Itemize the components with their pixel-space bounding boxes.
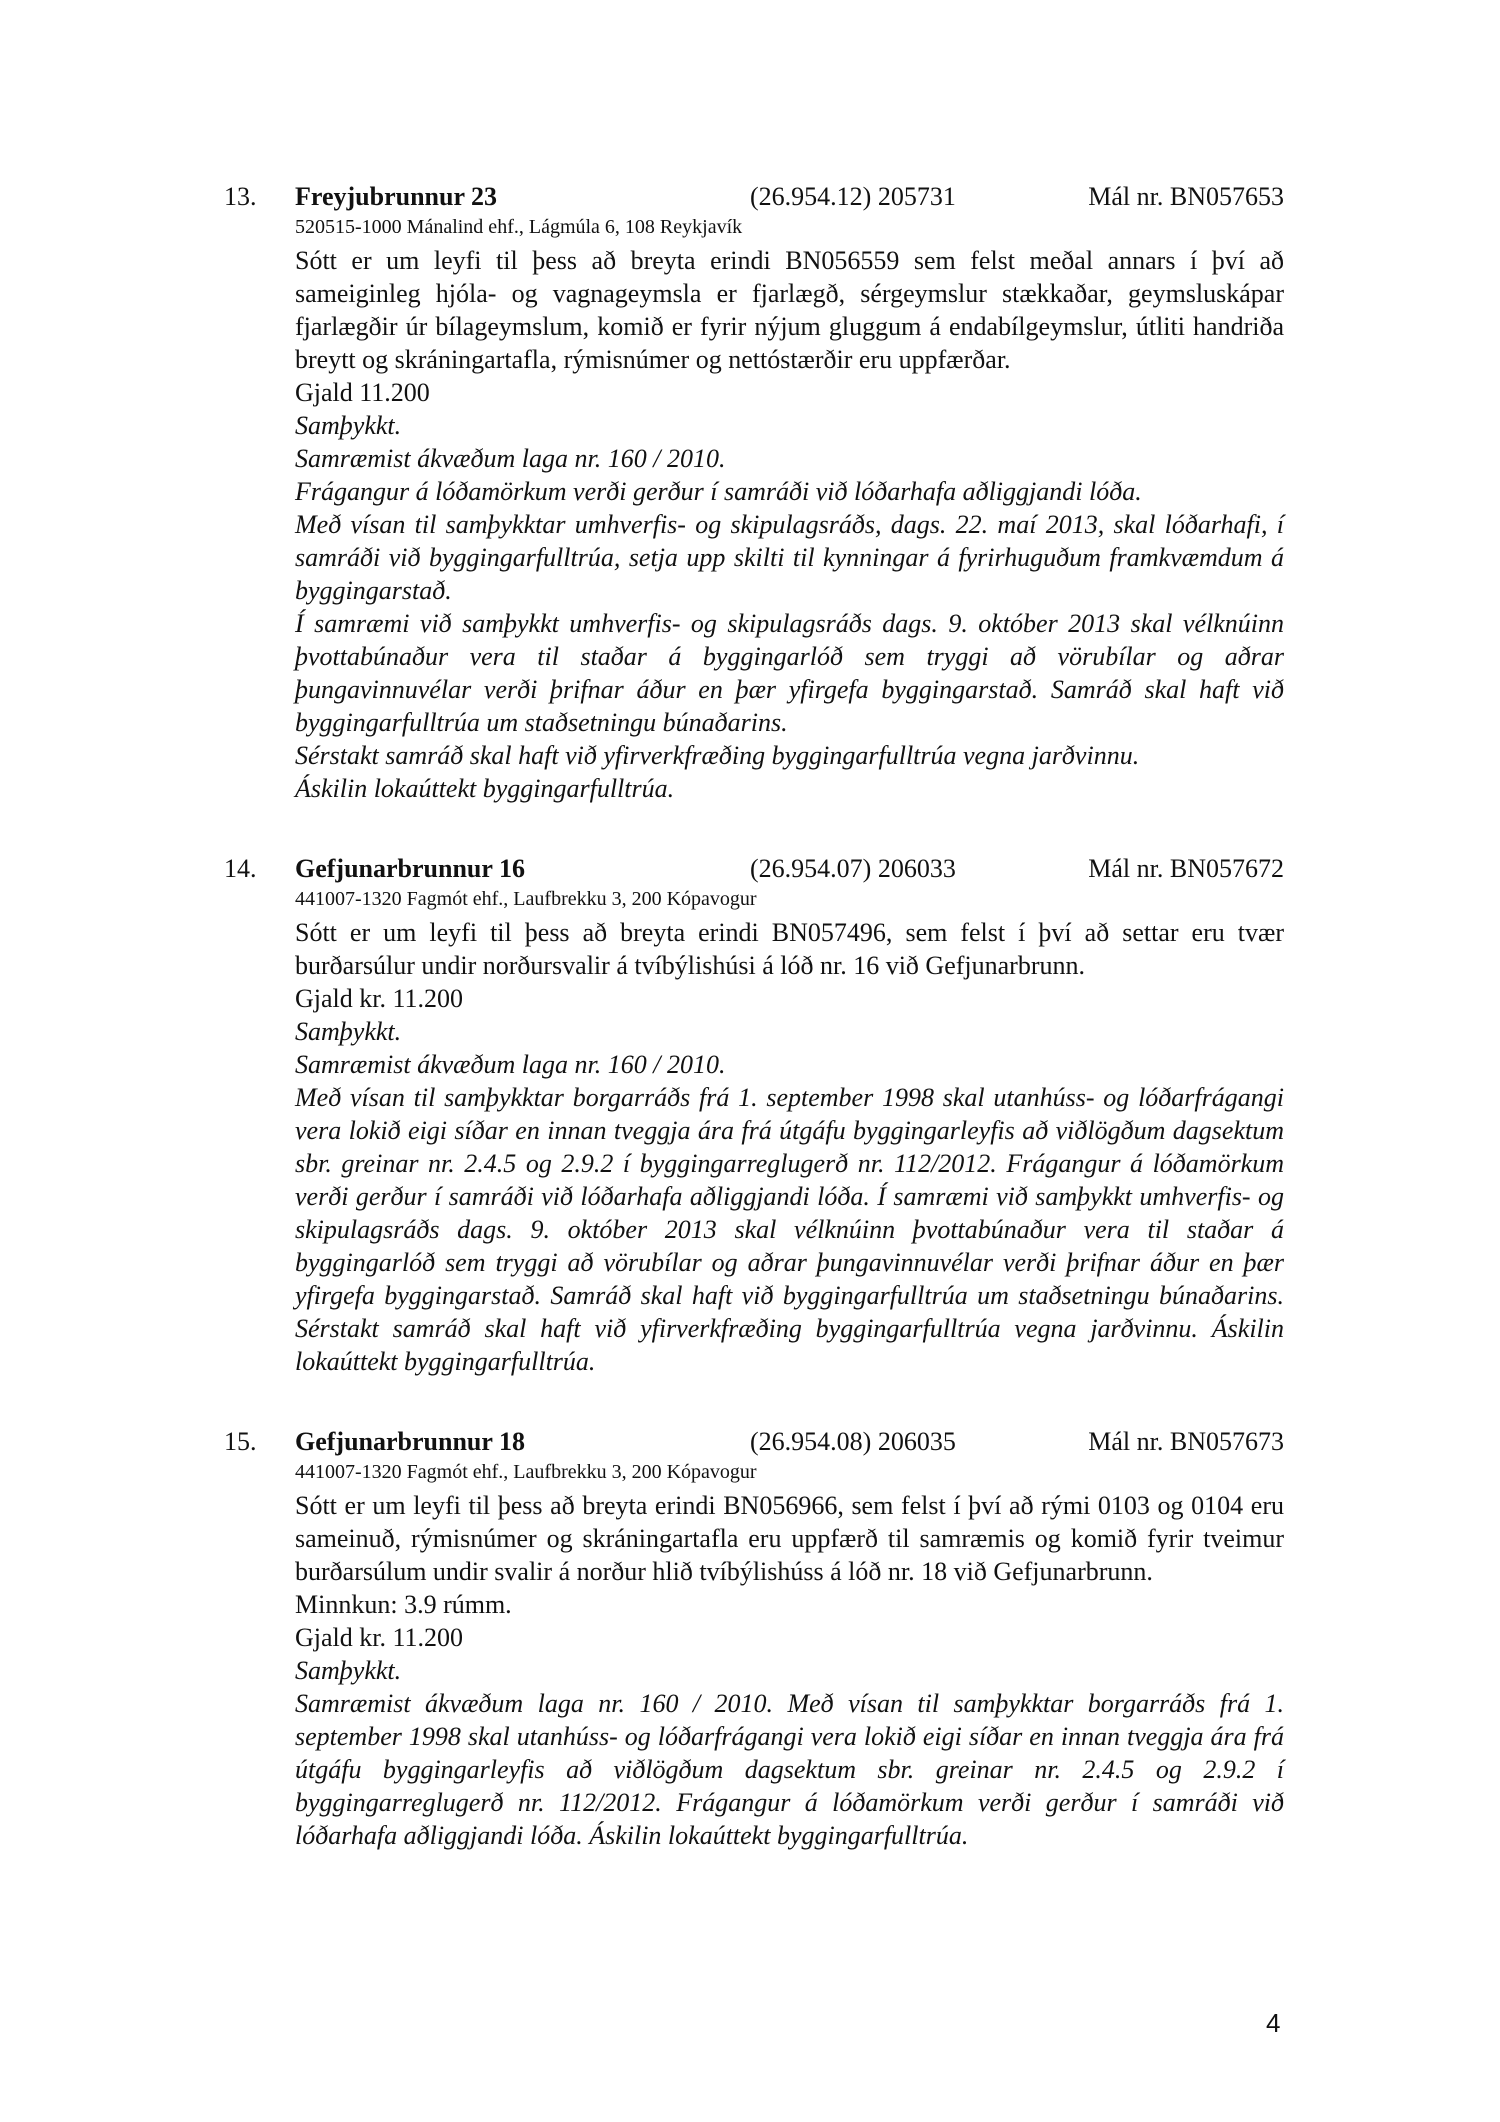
entry-paragraph: Sérstakt samráð skal haft við yfirverkfræðing byggingarfulltrúa vegna jarðvinnu. (295, 741, 1140, 770)
entry-case-number: Mál nr. BN057672 (1088, 854, 1284, 883)
entry-reference: (26.954.12) 205731 (750, 182, 956, 211)
entry-address: Freyjubrunnur 23 (295, 182, 498, 211)
entry-paragraph: Með vísan til samþykktar borgarráðs frá 1. september 1998 skal utanhúss- og lóðarfrágangi vera lokið eigi síðar en innan tveggja ára frá útgáfu byggingarleyfis að viðlögðum dagsektum sbr. greinar nr. 2.4.5 og 2.9.2 í byggingarreglugerð nr. 112/2012. Frágangur á lóðamörkum verði gerður í samráði við lóðarhafa aðliggjandi lóða. Í samræmi við samþykkt umhverfis- og skipulagsráðs dags. 9. október 2013 skal vélknúinn þvottabúnaður vera til staðar á byggingarlóð sem tryggi að vörubílar og aðrar þungavinnuvélar verði þrifnar áður en þær yfirgefa byggingarstað. Samráð skal haft við byggingarfulltrúa um staðsetningu búnaðarins. Sérstakt samráð skal haft við yfirverkfræðing byggingarfulltrúa vegna jarðvinnu. Áskilin lokaúttekt byggingarfulltrúa. (295, 1083, 1284, 1376)
entry-paragraph: Með vísan til samþykktar umhverfis- og skipulagsráðs, dags. 22. maí 2013, skal lóðarhafi, í samráði við byggingarfulltrúa, setja upp skilti til kynningar á fyrirhuguðum framkvæmdum á byggingarstað. (295, 510, 1284, 605)
entry-owner: 441007-1320 Fagmót ehf., Laufbrekku 3, 200 Kópavogur (295, 1461, 757, 1483)
entry-paragraph: Samræmist ákvæðum laga nr. 160 / 2010. (295, 444, 726, 473)
entry-paragraph: Samþykkt. (295, 1656, 402, 1685)
entry-paragraph: Samræmist ákvæðum laga nr. 160 / 2010. Með vísan til samþykktar borgarráðs frá 1. september 1998 skal utanhúss- og lóðarfrágangi vera lokið eigi síðar en innan tveggja ára frá útgáfu byggingarleyfis að viðlögðum dagsektum sbr. greinar nr. 2.4.5 og 2.9.2 í byggingarreglugerð nr. 112/2012. Frágangur á lóðamörkum verði gerður í samráði við lóðarhafa aðliggjandi lóða. Áskilin lokaúttekt byggingarfulltrúa. (295, 1689, 1284, 1850)
entry-paragraph: Minnkun: 3.9 rúmm. (295, 1590, 512, 1619)
entry-case-number: Mál nr. BN057673 (1088, 1427, 1284, 1456)
entry-address: Gefjunarbrunnur 18 (295, 1427, 525, 1456)
entry-paragraph: Samþykkt. (295, 411, 402, 440)
entry-paragraph: Gjald kr. 11.200 (295, 984, 464, 1013)
entry-number: 14. (224, 854, 257, 883)
entry-reference: (26.954.07) 206033 (750, 854, 956, 883)
entry-paragraph: Samþykkt. (295, 1017, 402, 1046)
entry-paragraph: Áskilin lokaúttekt byggingarfulltrúa. (295, 774, 675, 803)
entry-paragraph: Sótt er um leyfi til þess að breyta erindi BN056966, sem felst í því að rými 0103 og 0104 eru sameinuð, rýmisnúmer og skráningartafla eru uppfærð til samræmis og komið fyrir tveimur burðarsúlum undir svalir á norður hlið tvíbýlishúss á lóð nr. 18 við Gefjunarbrunn. (295, 1491, 1284, 1586)
entry-paragraph: Sótt er um leyfi til þess að breyta erindi BN056559 sem felst meðal annars í því að sameiginleg hjóla- og vagnageymsla er fjarlægð, sérgeymslur stækkaðar, geymsluskápar fjarlægðir úr bílageymslum, komið er fyrir nýjum gluggum á endabílgeymslur, útliti handriða breytt og skráningartafla, rýmisnúmer og nettóstærðir eru uppfærðar. (295, 246, 1284, 374)
entry-number: 13. (224, 182, 257, 211)
entry-paragraph: Frágangur á lóðamörkum verði gerður í samráði við lóðarhafa aðliggjandi lóða. (295, 477, 1142, 506)
entry-body (295, 1489, 1284, 1852)
entry-number: 15. (224, 1427, 257, 1456)
entry-paragraph: Gjald 11.200 (295, 378, 430, 407)
entry-paragraph: Sótt er um leyfi til þess að breyta erindi BN057496, sem felst í því að settar eru tvær burðarsúlur undir norðursvalir á tvíbýlishúsi á lóð nr. 16 við Gefjunarbrunn. (295, 918, 1284, 980)
entry-reference: (26.954.08) 206035 (750, 1427, 956, 1456)
entry-owner: 520515-1000 Mánalind ehf., Lágmúla 6, 108 Reykjavík (295, 216, 743, 238)
page-number: 4 (1266, 2008, 1281, 2038)
entry-address: Gefjunarbrunnur 16 (295, 854, 525, 883)
entry-paragraph: Í samræmi við samþykkt umhverfis- og skipulagsráðs dags. 9. október 2013 skal vélknúinn þvottabúnaður vera til staðar á byggingarlóð sem tryggi að vörubílar og aðrar þungavinnuvélar verði þrifnar áður en þær yfirgefa byggingarstað. Samráð skal haft við byggingarfulltrúa um staðsetningu búnaðarins. (295, 609, 1284, 737)
entry-owner: 441007-1320 Fagmót ehf., Laufbrekku 3, 200 Kópavogur (295, 888, 757, 910)
entry-body (295, 244, 1284, 805)
entry-body (295, 916, 1284, 1378)
entry-case-number: Mál nr. BN057653 (1088, 182, 1284, 211)
entry-paragraph: Samræmist ákvæðum laga nr. 160 / 2010. (295, 1050, 726, 1079)
entry-paragraph: Gjald kr. 11.200 (295, 1623, 464, 1652)
